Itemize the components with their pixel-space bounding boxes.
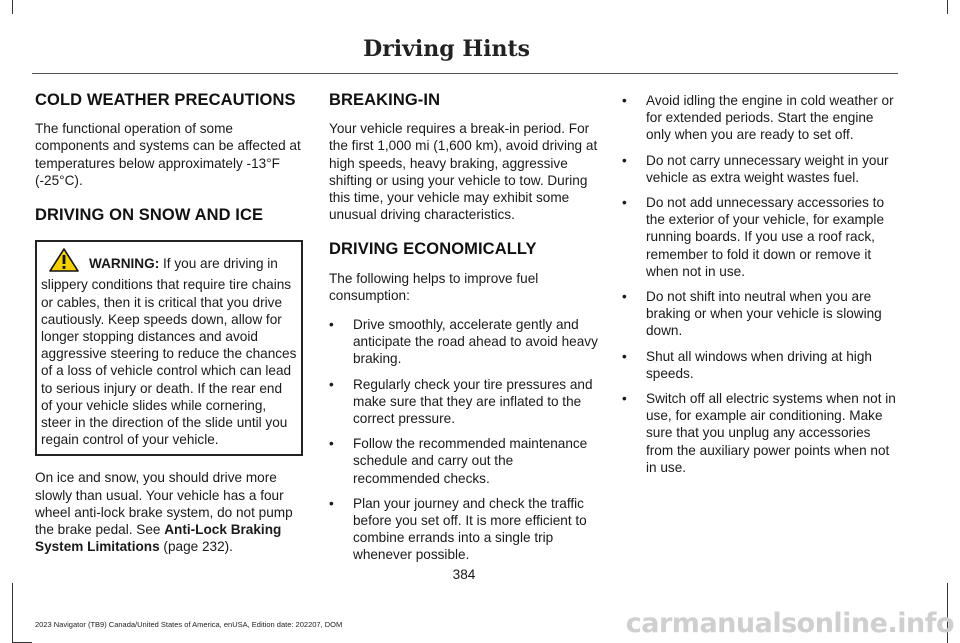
ice-snow-text — [35, 469, 303, 555]
list-item: • Regularly check your tire pressures and make sure that they are inflated to the correct pressure. — [329, 376, 601, 428]
warning-label: WARNING: — [89, 256, 160, 272]
crop-mark-left-top — [12, 0, 13, 14]
warning-text: If you are driving in slippery conditions that require tire chains or cables, then it is critical that you drive cautiously. Keep speeds down, allow for longer stopping distances and avoid aggressive steering to reduce the chances of a loss of vehicle control which can lead to serious injury or death. If the rear end of your vehicle slides while cornering, steer in the direction of the slide until you regain control of your vehicle. — [41, 256, 297, 448]
header-rule — [32, 73, 898, 74]
warning-triangle-icon — [49, 248, 79, 276]
list-item: • Drive smoothly, accelerate gently and anticipate the road ahead to avoid heavy braking. — [329, 316, 601, 368]
list-item: • Follow the recommended maintenance schedule and carry out the recommended checks. — [329, 435, 601, 487]
driving-economically-heading: DRIVING ECONOMICALLY — [329, 240, 537, 259]
list-item: • Avoid idling the engine in cold weather or for extended periods. Start the engine only when you are ready to set off. — [622, 92, 898, 144]
economy-intro: The following helps to improve fuel consumption: — [329, 270, 539, 303]
list-item: • Switch off all electric systems when not in use, for example air conditioning. Make sure that you unplug any accessories from the auxiliary power points when not in use. — [622, 390, 898, 476]
list-item: • Plan your journey and check the traffic before you set off. It is more efficient to combine errands into a single trip whenever possible. — [329, 495, 601, 564]
abs-link[interactable]: Anti-Lock Braking System Limitations — [35, 522, 282, 555]
breaking-in-text: Your vehicle requires a break-in period. For the first 1,000 mi (1,600 km), avoid driving at high speeds, heavy braking, aggressive shifting or using your vehicle to tow. During this time, your vehicle may exhibit some unusual driving characteristics. — [329, 121, 598, 223]
warning-box — [35, 240, 303, 456]
column-left — [35, 92, 303, 567]
watermark: carmanualsonline.info — [625, 608, 954, 639]
cold-weather-text: The functional operation of some components and systems can be affected at temperatures below approximately -13°F (-25°C). — [35, 121, 301, 188]
economy-list — [329, 316, 601, 564]
list-item: • Do not carry unnecessary weight in your vehicle as extra weight wastes fuel. — [622, 152, 898, 186]
list-item: • Do not shift into neutral when you are braking or when your vehicle is slowing down. — [622, 288, 898, 340]
page-number: 384 — [452, 567, 476, 582]
economy-list-continued — [622, 92, 898, 476]
ice-snow-body: On ice and snow, you should drive more slowly than usual. Your vehicle has a four wheel anti-lock brake system, do not pump the brake pedal. See — [35, 470, 293, 538]
column-right — [622, 92, 898, 484]
list-item: • Do not add unnecessary accessories to the exterior of your vehicle, for example running boards. If you use a roof rack, remember to fold it down or remove it when not in use. — [622, 194, 898, 280]
edition-footer: 2023 Navigator (TB9) Canada/United States of America, enUSA, Edition date: 202207, DOM — [35, 620, 343, 629]
cold-weather-heading: COLD WEATHER PRECAUTIONS — [35, 91, 296, 109]
crop-mark-left — [12, 583, 13, 643]
abs-page-ref: (page 232). — [159, 539, 233, 555]
snow-ice-heading: DRIVING ON SNOW AND ICE — [35, 206, 264, 225]
crop-mark-right-top — [947, 0, 948, 14]
breaking-in-heading: BREAKING-IN — [329, 91, 441, 109]
page-title: Driving Hints — [363, 36, 530, 62]
list-item: • Shut all windows when driving at high speeds. — [622, 348, 898, 382]
column-middle — [329, 92, 601, 572]
